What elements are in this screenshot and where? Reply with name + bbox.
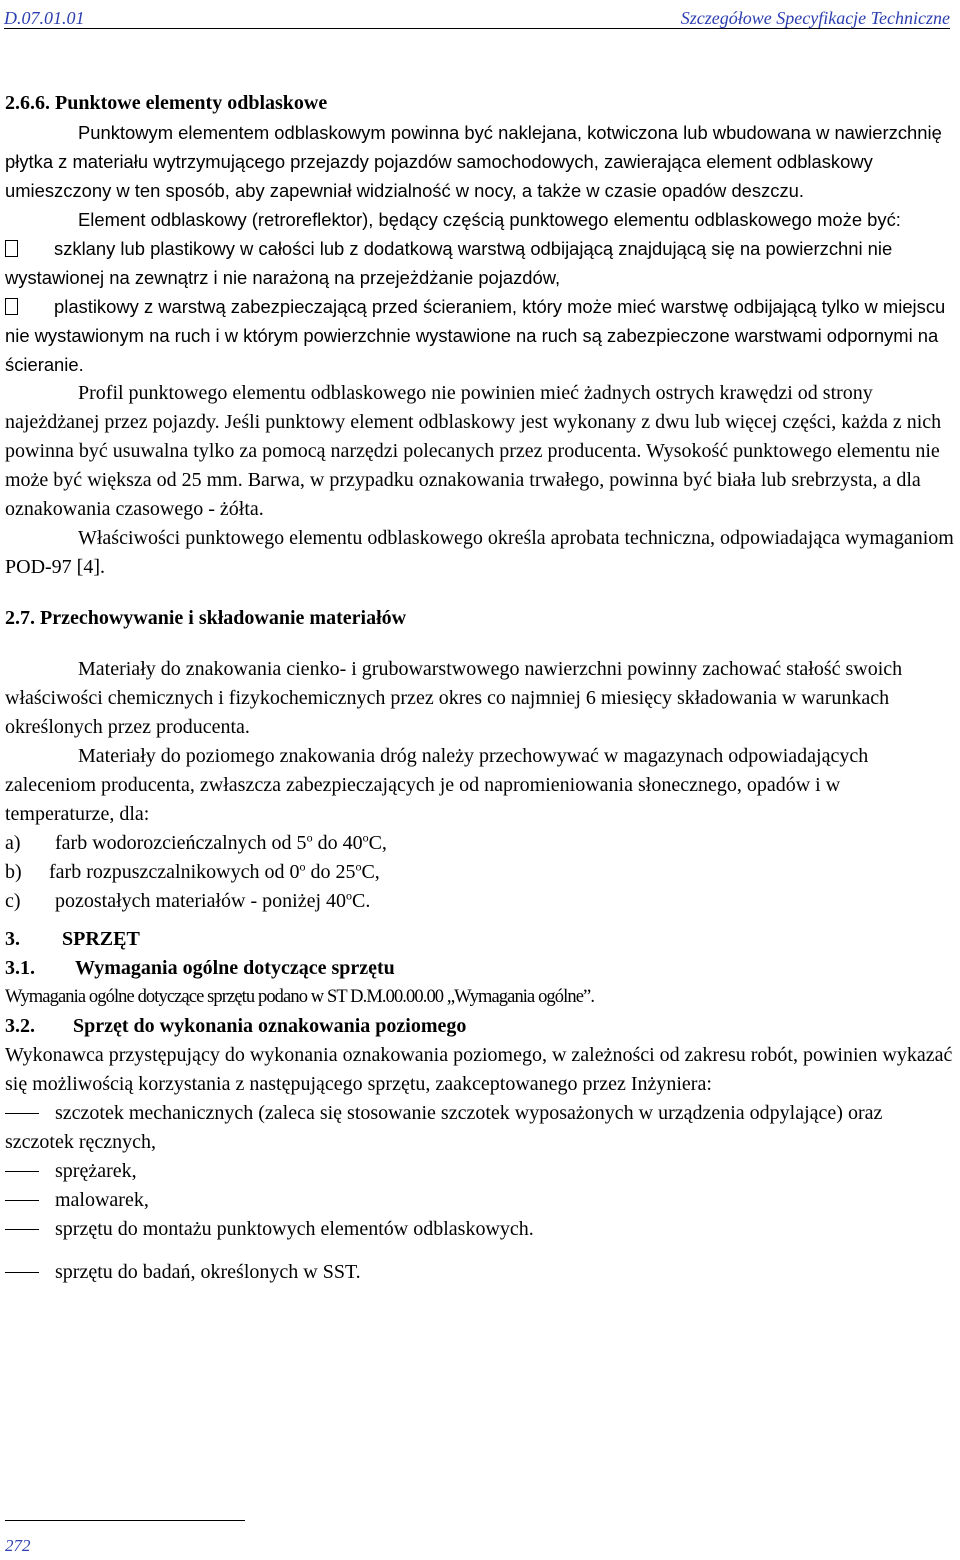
page-header: [4, 4, 950, 29]
dash-bullet-icon: [5, 1113, 39, 1114]
header-doc-title: Szczegółowe Specyfikacje Techniczne: [680, 8, 950, 28]
bullet-item: [5, 234, 954, 292]
bullet-item: [5, 292, 954, 379]
dash-bullet-icon: [5, 1171, 39, 1172]
equipment-item: sprzętu do badań, określonych w SST.: [5, 1258, 954, 1287]
section-3-1-text: Wymagania ogólne dotyczące sprzętu podano w ST D.M.00.00.00 „Wymagania ogólne”.: [5, 987, 595, 1007]
temperature-item: a) farb wodorozcieńczalnych od 5$^o$ do 40$^o$C,: [5, 830, 387, 854]
section-2-7-paragraph-1: Materiały do znakowania cienko- i grubowarstwowego nawierzchni powinny zachować stałość swoich właściwości chemicznych i fizykochemicznych przez okres co najmniej 6 miesięcy składowania w warunkach określonych przez producenta.: [5, 658, 903, 738]
section-3-title: 3. SPRZĘT: [5, 928, 140, 950]
bullet-text: szklany lub plastikowy w całości lub z dodatkową warstwą odbijającą znajdującą się na powierzchni nie wystawionej na zewnątrz i nie narażoną na przejeżdżanie pojazdów,: [5, 238, 893, 288]
page-number: 272: [5, 1536, 31, 1555]
equipment-item: malowarek,: [5, 1186, 954, 1215]
section-2-7-paragraph-2: Materiały do poziomego znakowania dróg należy przechowywać w magazynach odpowiadających zaleceniom producenta, zwłaszcza zabezpieczających je od napromieniowania słonecznego, opadów i w temperaturze, dla:: [5, 745, 869, 825]
equipment-item: sprzętu do montażu punktowych elementów odblaskowych.: [5, 1215, 954, 1244]
header-doc-code: D.07.01.01: [4, 8, 85, 28]
section-2-6-6-paragraph-1: Punktowym elementem odblaskowym powinna być naklejana, kotwiczona lub wbudowana w nawierzchnię płytka z materiału wytrzymującego przejazdy pojazdów samochodowych, zawierająca element odblaskowy umieszczony w ten sposób, aby zapewniał widzialność w nocy, a także w czasie opadów deszczu.: [5, 122, 942, 201]
section-3-2-text: Wykonawca przystępujący do wykonania oznakowania poziomego, w zależności od zakresu robót, powinien wykazać się możliwością korzystania z następującego sprzętu, zaakceptowanego przez Inżyniera:: [5, 1044, 953, 1095]
section-2-6-6-paragraph-3: Profil punktowego elementu odblaskowego nie powinien mieć żadnych ostrych krawędzi od strony najeżdżanej przez pojazdy. Jeśli punktowy element odblaskowy jest wykonany z dwu lub więcej części, każda z nich powinna być usuwalna tylko za pomocą narzędzi polecanych przez producenta. Wysokość punktowego elementu nie może być większa od 25 mm. Barwa, w przypadku oznakowania trwałego, powinna być biała lub srebrzysta, a dla oznakowania czasowego - żółta.: [5, 382, 942, 520]
checkbox-bullet-icon: [5, 240, 18, 257]
temperature-item: c) pozostałych materiałów - poniżej 40$^o$C.: [5, 888, 371, 912]
bullet-text: plastikowy z warstwą zabezpieczającą przed ścieraniem, który może mieć warstwę odbijającą tylko w miejscu nie wystawionym na ruch i w którym powierzchnie wystawione na ruch są zabezpieczone warstwami odpornymi na ścieranie.: [5, 296, 946, 375]
section-3-1-title: 3.1. Wymagania ogólne dotyczące sprzętu: [5, 957, 395, 979]
section-2-6-6-title: 2.6.6. Punktowe elementy odblaskowe: [5, 92, 328, 114]
section-2-6-6-paragraph-2: Element odblaskowy (retroreflektor), będący częścią punktowego elementu odblaskowego może być:: [78, 209, 901, 230]
checkbox-bullet-icon: [5, 298, 18, 315]
equipment-item: sprężarek,: [5, 1157, 954, 1186]
equipment-item: szczotek mechanicznych (zaleca się stosowanie szczotek wyposażonych w urządzenia odpylające) oraz szczotek ręcznych,: [5, 1102, 883, 1153]
page-footer: [5, 1520, 245, 1560]
temperature-item: b) farb rozpuszczalnikowych od 0$^o$ do 25$^o$C,: [5, 859, 380, 883]
dash-bullet-icon: [5, 1200, 39, 1201]
section-3-2-title: 3.2. Sprzęt do wykonania oznakowania poziomego: [5, 1015, 467, 1037]
document-body: [5, 89, 954, 1287]
dash-bullet-icon: [5, 1229, 39, 1230]
section-2-7-title: 2.7. Przechowywanie i składowanie materiałów: [5, 607, 407, 629]
section-2-6-6-paragraph-4: Właściwości punktowego elementu odblaskowego określa aprobata techniczna, odpowiadająca wymaganiom POD-97 [4].: [5, 527, 954, 578]
dash-bullet-icon: [5, 1272, 39, 1273]
